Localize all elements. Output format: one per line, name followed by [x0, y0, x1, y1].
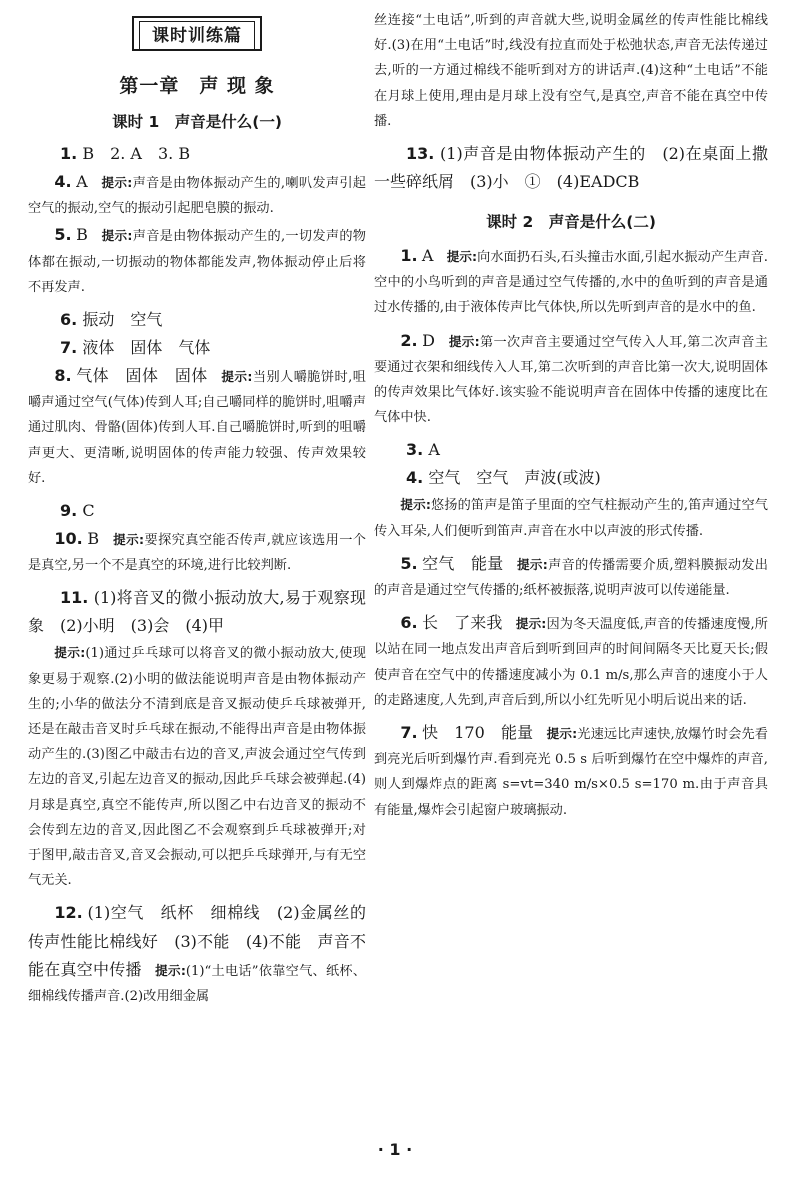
- l2-answer-1: 1. A 提示:向水面扔石头,石头撞击水面,引起水振动产生声音.空中的小鸟听到的声音是通过空气传播的,水中的鱼听到的声音是通过水传播的,由于液体传声比气体快,所以先听到声音的是水中的鱼.: [374, 246, 769, 316]
- l2-answer-7: 7. 快 170 能量 提示:光速远比声速快,放爆竹时会先看到亮光后听到爆竹声.看到亮光 0.5 s 后听到爆竹在空中爆炸的声音,则人到爆炸点的距离 s=vt=340 m/s×0.5 s=170 m.由于声音具有能量,爆炸会引起窗户玻璃振动.: [374, 723, 768, 818]
- left-column: [28, 0, 366, 1009]
- l2-answer-6: 6. 长 了来我 提示:因为冬天温度低,声音的传播速度慢,所以站在同一地点发出声音后到听到回声的时间间隔冬天比夏天长;假使声音在空气中的传播速度减小为 0.1 m/s,那么声音的速度小于人的走路速度,人先到,声音后到,所以小红先听见小明后说出来的话.: [374, 613, 768, 708]
- answer-12: 12. (1)空气 纸杯 细棉线 (2)金属丝的传声性能比棉线好 (3)不能 (4)不能 声音不能在真空中传播 提示:(1)“土电话”依靠空气、纸杯、细棉线传播声音.(2)改用细金属: [28, 903, 366, 1005]
- l2-answer-4: 4. 空气 空气 声波(或波): [406, 468, 601, 488]
- answer-6: 6. 振动 空气: [60, 310, 163, 330]
- answer-12-tip-continued: 丝连接“土电话”,听到的声音就大些,说明金属丝的传声性能比棉线好.(3)在用“土电话”时,线没有拉直而处于松弛状态,声音无法传递过去,听的一方通过棉线不能听到对方的讲话声.(4)这种“土电话”不能在月球上使用,理由是月球上没有空气,是真空,声音不能在真空中传播.: [374, 13, 768, 129]
- answer-13: 13. (1)声音是由物体振动产生的 (2)在桌面上撒一些碎纸屑 (3)小 ① (4)EADCB: [374, 144, 768, 192]
- answer-5: 5. B 提示:声音是由物体振动产生的,一切发声的物体都在振动,一切振动的物体都能发声,物体振动停止后将不再发声.: [28, 225, 366, 295]
- l2-answer-4-tip: 提示:悠扬的笛声是笛子里面的空气柱振动产生的,笛声通过空气传入耳朵,人们便听到笛声.声音在水中以声波的形式传播.: [374, 497, 768, 539]
- answer-1-3: 1. B 2. A 3. B: [60, 144, 191, 163]
- section-badge: [28, 16, 366, 51]
- lesson-2-title: 课时 2 声音是什么(二): [486, 213, 656, 232]
- chapter-title: 第一章 声 现 象: [119, 75, 275, 97]
- answer-7: 7. 液体 固体 气体: [60, 338, 211, 358]
- l2-answer-2: 2. D 提示:第一次声音主要通过空气传入人耳,第二次声音主要通过衣架和细线传入人耳,第二次听到的声音比第一次大,说明固体的传声效果比气体好.该实验不能说明声音在固体中传播的速度比在气体中快.: [374, 330, 768, 426]
- l2-answer-3: 3. A: [406, 440, 440, 460]
- answer-8: 8. 气体 固体 固体 提示:当别人嚼脆饼时,咀嚼声通过空气(气体)传到人耳;自己嚼同样的脆饼时,咀嚼声通过肌肉、骨骼(固体)传到人耳.自己嚼脆饼时,听到的咀嚼声更大、更清晰,说明固体的传声能力较强、传声效果较好.: [28, 366, 366, 486]
- answer-11-tip: 提示:(1)通过乒乓球可以将音叉的微小振动放大,使现象更易于观察.(2)小明的做法能说明声音是由物体振动产生的;小华的做法分不清到底是音叉振动使乒乓球被弹开,还是在敲击音叉时乒乓球在振动,不能得出声音是由物体振动产生的.(3)图乙中敲击右边的音叉,声波会通过空气传到左边的音叉,引起左边音叉的振动,因此乒乓球会被弹起.(4)月球是真空,真空不能传声,所以图乙中右边音叉的振动不会传到左边的音叉,因此图乙不会观察到乒乓球被弹开;对于图甲,敲击音叉,音叉会振动,可以把乒乓球弹开,与有无空气无关.: [28, 645, 366, 889]
- right-column: [374, 8, 768, 823]
- answer-9: 9. C: [60, 501, 95, 521]
- section-badge-label: 课时训练篇: [139, 21, 255, 51]
- l2-answer-5: 5. 空气 能量 提示:声音的传播需要介质,塑料膜振动发出的声音是通过空气传播的;纸杯被振落,说明声波可以传递能量.: [374, 553, 768, 599]
- answer-4: 4. A 提示:声音是由物体振动产生的,喇叭发声引起空气的振动,空气的振动引起肥皂膜的振动.: [28, 172, 366, 217]
- answer-10: 10. B 提示:要探究真空能否传声,就应该选用一个是真空,另一个不是真空的环境,进行比较判断.: [28, 529, 366, 574]
- page-number: · 1 ·: [377, 1140, 413, 1159]
- answer-11: 11. (1)将音叉的微小振动放大,易于观察现象 (2)小明 (3)会 (4)甲: [28, 588, 366, 636]
- lesson-1-title: 课时 1 声音是什么(一): [112, 113, 282, 131]
